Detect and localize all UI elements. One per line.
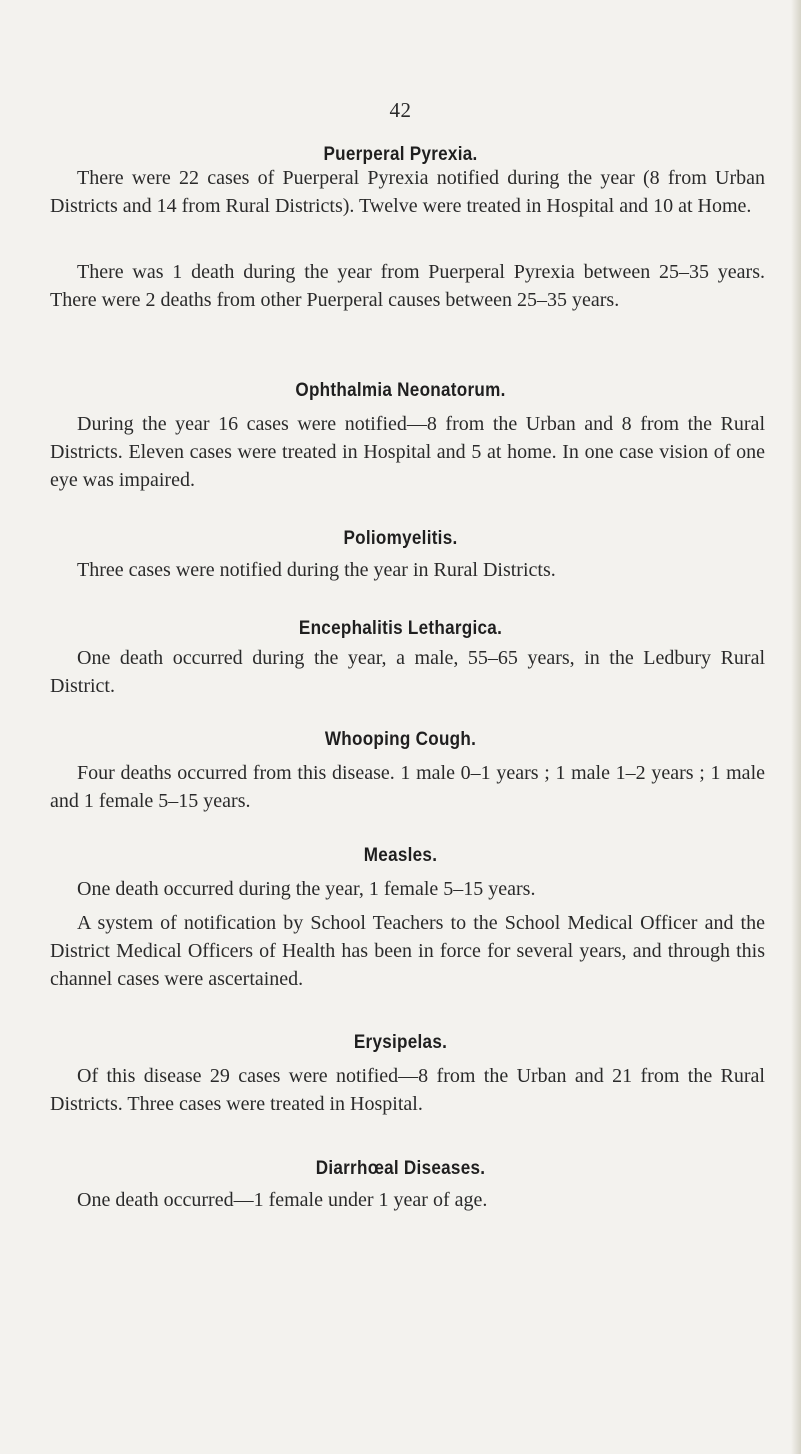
paragraph-diarrhoeal-diseases: One death occurred—1 female under 1 year of age. — [77, 1189, 488, 1211]
heading-poliomyelitis: Poliomyelitis. — [343, 528, 458, 549]
heading-erysipelas: Erysipelas. — [353, 1032, 448, 1053]
heading-diarrhoeal-diseases: Diarrhœal Diseases. — [315, 1158, 486, 1179]
page-edge-shadow — [791, 0, 801, 1454]
paragraph-erysipelas: Of this disease 29 cases were notified—8 from the Urban and 21 from the Rural Districts. Three cases were treated in Hospital. — [50, 1065, 765, 1115]
paragraph-ophthalmia-neonatorum: During the year 16 cases were notified—8 from the Urban and 8 from the Rural Districts. Eleven cases were treated in Hospital and 5 at home. In one case vision of one eye was impaired. — [50, 413, 765, 491]
heading-whooping-cough: Whooping Cough. — [324, 729, 477, 750]
paragraph-puerperal-pyrexia-2: There was 1 death during the year from Puerperal Pyrexia between 25–35 years. There were 2 deaths from other Puerperal causes between 25–35 years. — [50, 261, 765, 311]
heading-measles: Measles. — [363, 845, 438, 866]
paragraph-measles-1: One death occurred during the year, 1 female 5–15 years. — [77, 878, 536, 900]
page-number: 42 — [389, 98, 412, 122]
heading-ophthalmia-neonatorum: Ophthalmia Neonatorum. — [295, 380, 506, 401]
heading-encephalitis-lethargica: Encephalitis Lethargica. — [298, 618, 503, 639]
paragraph-whooping-cough: Four deaths occurred from this disease. 1 male 0–1 years ; 1 male 1–2 years ; 1 male and 1 female 5–15 years. — [50, 762, 765, 812]
paragraph-encephalitis-lethargica: One death occurred during the year, a male, 55–65 years, in the Ledbury Rural District. — [50, 647, 765, 697]
paragraph-poliomyelitis: Three cases were notified during the year in Rural Districts. — [77, 559, 556, 581]
paragraph-puerperal-pyrexia-1: There were 22 cases of Puerperal Pyrexia notified during the year (8 from Urban Districts and 14 from Rural Districts). Twelve were treated in Hospital and 10 at Home. — [50, 167, 765, 217]
paragraph-measles-2: A system of notification by School Teachers to the School Medical Officer and the District Medical Officers of Health has been in force for several years, and through this channel cases were ascertained. — [50, 912, 765, 990]
heading-puerperal-pyrexia: Puerperal Pyrexia. — [323, 144, 478, 165]
